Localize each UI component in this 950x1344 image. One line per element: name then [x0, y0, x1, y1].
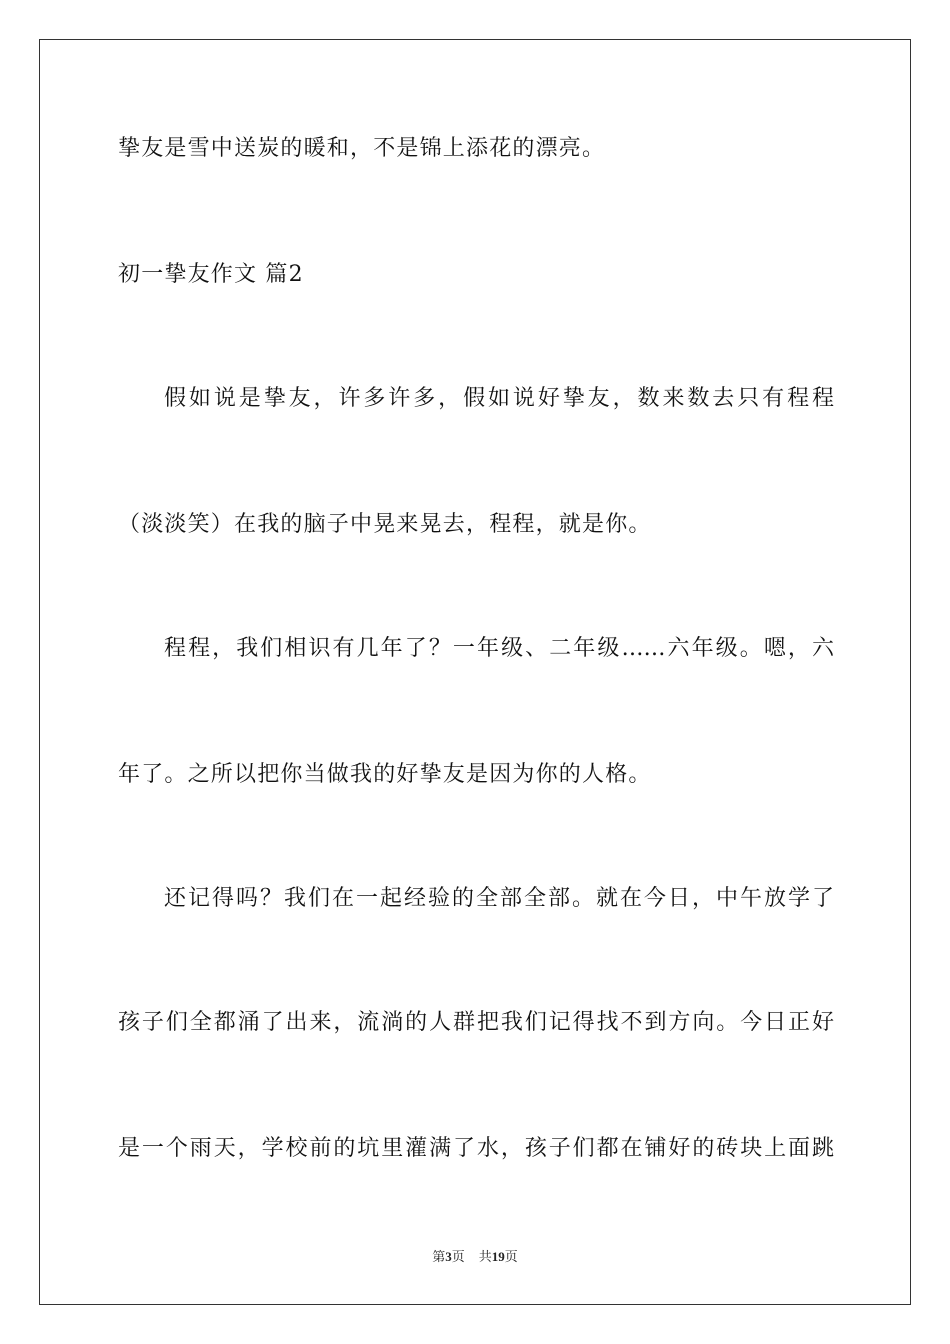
- text-line-8: 孩子们全都涌了出来，流淌的人群把我们记得找不到方向。今日正好: [118, 1010, 834, 1035]
- page-footer: [0, 1248, 950, 1266]
- total-prefix: 共: [478, 1249, 492, 1264]
- page-number: 3: [445, 1249, 452, 1264]
- text-line-7: 还记得吗？我们在一起经验的全部全部。就在今日，中午放学了: [164, 886, 834, 911]
- text-line-4: （淡淡笑）在我的脑子中晃来晃去，程程，就是你。: [118, 512, 652, 537]
- text-line-3: 假如说是挚友，许多许多，假如说好挚友，数来数去只有程程: [164, 386, 834, 411]
- page-prefix: 第: [432, 1249, 446, 1264]
- text-line-9: 是一个雨天，学校前的坑里灌满了水，孩子们都在铺好的砖块上面跳: [118, 1136, 834, 1161]
- text-line-5: 程程，我们相识有几年了？一年级、二年级……六年级。嗯，六: [164, 636, 834, 661]
- page-suffix: 页: [451, 1249, 465, 1264]
- total-suffix: 页: [504, 1249, 518, 1264]
- text-line-6: 年了。之所以把你当做我的好挚友是因为你的人格。: [118, 762, 652, 787]
- page-border: [39, 39, 911, 1305]
- total-pages: 19: [491, 1249, 505, 1264]
- text-line-1: 挚友是雪中送炭的暖和，不是锦上添花的漂亮。: [118, 136, 606, 161]
- section-heading: 初一挚友作文 篇2: [118, 262, 304, 287]
